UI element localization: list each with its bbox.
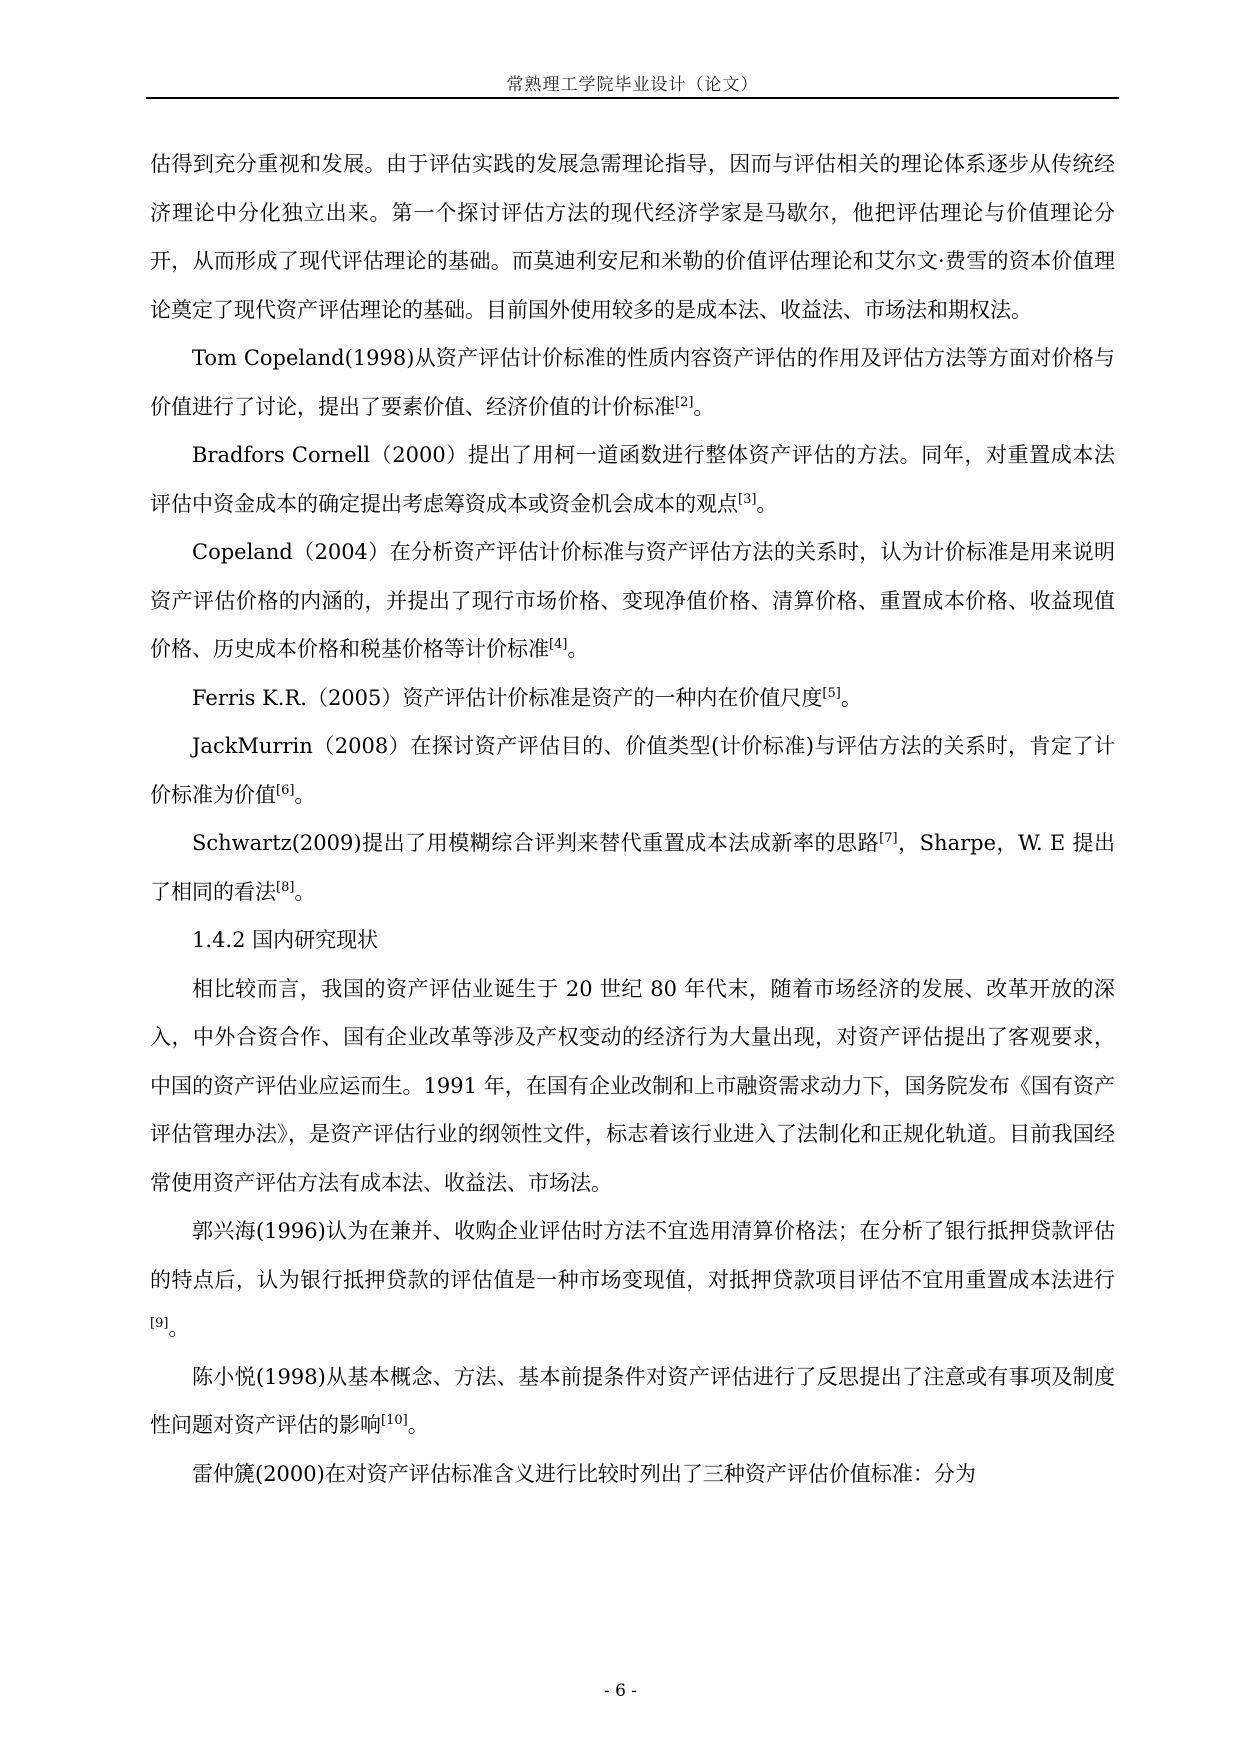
paragraph: 雷仲篪(2000)在对资产评估标准含义进行比较时列出了三种资产评估价值标准：分为 bbox=[192, 1461, 976, 1486]
paragraph: Copeland（2004）在分析资产评估计价标准与资产评估方法的关系时，认为计价标准是用来说明资产评估价格的内涵的，并提出了现行市场价格、变现净值价格、清算价格、重置成本价格、收益现值价格、历史成本价格和税基价格等计价标准[4]。 bbox=[150, 540, 1115, 661]
paragraph: 估得到充分重视和发展。由于评估实践的发展急需理论指导，因而与评估相关的理论体系逐步从传统经济理论中分化独立出来。第一个探讨评估方法的现代经济学家是马歇尔，他把评估理论与价值理论分开，从而形成了现代评估理论的基础。而莫迪利安尼和米勒的价值评估理论和艾尔文·费雪的资本价值理论奠定了现代资产评估理论的基础。目前国外使用较多的是成本法、收益法、市场法和期权法。 bbox=[150, 152, 1115, 322]
paragraph: Ferris K.R.（2005）资产评估计价标准是资产的一种内在价值尺度[5]。 bbox=[192, 685, 862, 710]
citation: [10] bbox=[381, 1413, 408, 1428]
paragraph: Tom Copeland(1998)从资产评估计价标准的性质内容资产评估的作用及评估方法等方面对价格与价值进行了讨论，提出了要素价值、经济价值的计价标准[2]。 bbox=[150, 346, 1115, 419]
section-heading: 1.4.2 国内研究现状 bbox=[192, 928, 379, 952]
body-text bbox=[150, 140, 1115, 1498]
header-rule bbox=[146, 97, 1119, 99]
paragraph: Schwartz(2009)提出了用模糊综合评判来替代重置成本法成新率的思路[7]，Sharpe，W. E 提出了相同的看法[8]。 bbox=[150, 831, 1115, 904]
citation: [2] bbox=[675, 394, 694, 410]
citation: [9] bbox=[150, 1316, 169, 1331]
paragraph: JackMurrin（2008）在探讨资产评估目的、价值类型(计价标准)与评估方法的关系时，肯定了计价标准为价值[6]。 bbox=[150, 734, 1115, 807]
paragraph: 相比较而言，我国的资产评估业诞生于 20 世纪 80 年代末，随着市场经济的发展、改革开放的深入，中外合资合作、国有企业改革等涉及产权变动的经济行为大量出现，对资产评估提出了客观要求，中国的资产评估业应运而生。1991 年，在国有企业改制和上市融资需求动力下，国务院发布《国有资产评估管理办法》，是资产评估行业的纲领性文件，标志着该行业进入了法制化和正规化轨道。目前我国经常使用资产评估方法有成本法、收益法、市场法。 bbox=[150, 976, 1115, 1195]
paragraph: 郭兴海(1996)认为在兼并、收购企业评估时方法不宜选用清算价格法；在分析了银行抵押贷款评估的特点后，认为银行抵押贷款的评估值是一种市场变现值，对抵押贷款项目评估不宜用重置成本法进行[9]。 bbox=[150, 1219, 1115, 1340]
citation: [4] bbox=[549, 637, 568, 652]
paragraph: Bradfors Cornell（2000）提出了用柯一道函数进行整体资产评估的方法。同年，对重置成本法评估中资金成本的确定提出考虑筹资成本或资金机会成本的观点[3]。 bbox=[150, 443, 1115, 516]
page-header: 常熟理工学院毕业设计（论文） bbox=[506, 75, 759, 95]
page-number: - 6 - bbox=[603, 1681, 638, 1701]
citation: [8] bbox=[276, 879, 295, 895]
citation: [5] bbox=[822, 685, 841, 701]
citation: [3] bbox=[738, 491, 757, 507]
citation: [6] bbox=[276, 782, 295, 798]
paragraph: 陈小悦(1998)从基本概念、方法、基本前提条件对资产评估进行了反思提出了注意或有事项及制度性问题对资产评估的影响[10]。 bbox=[150, 1364, 1115, 1437]
citation: [7] bbox=[879, 831, 898, 846]
